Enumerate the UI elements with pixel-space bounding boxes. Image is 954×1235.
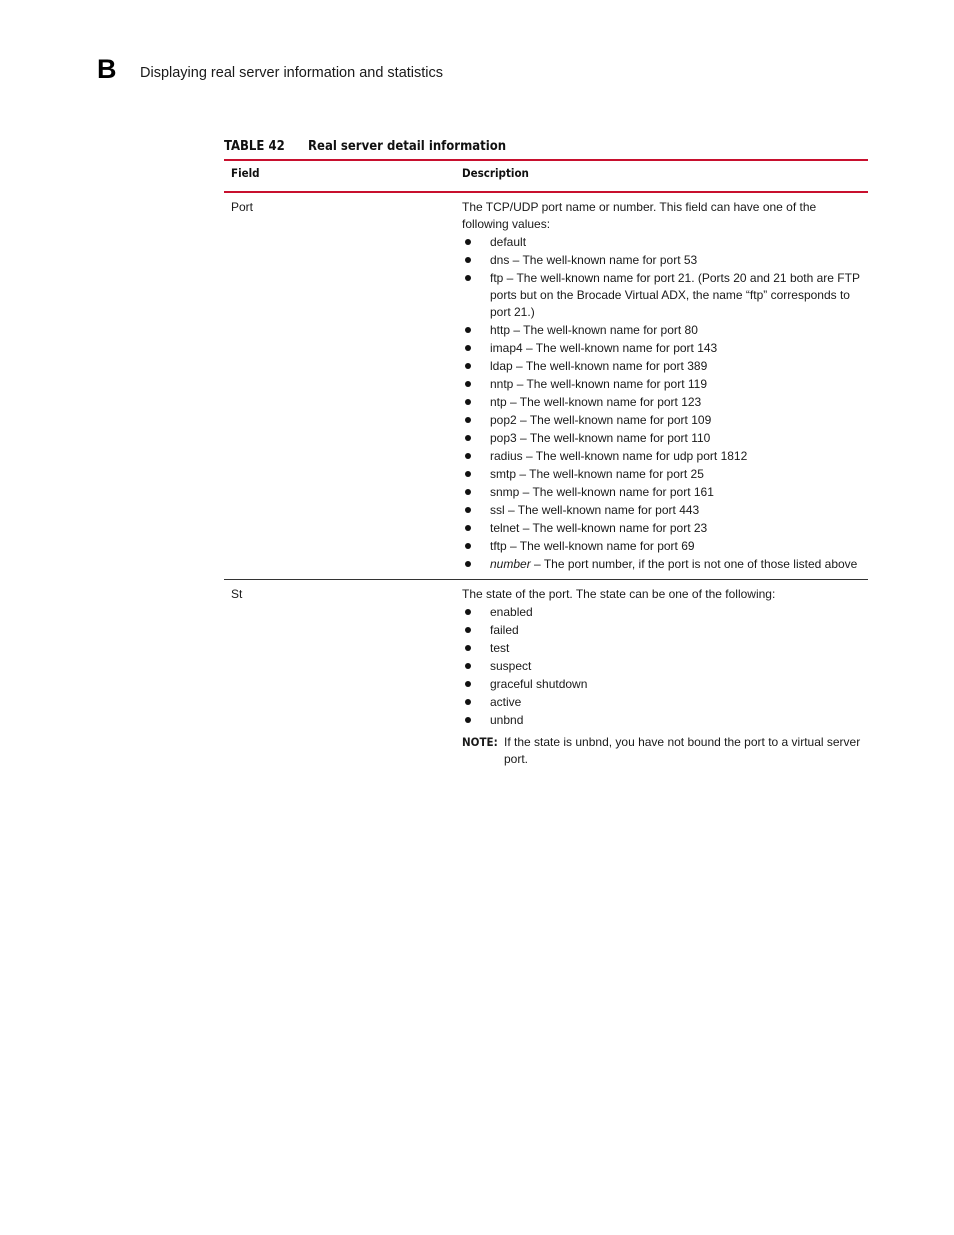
port-values-list	[462, 234, 861, 573]
list-item: ssl – The well-known name for port 443	[462, 502, 861, 519]
state-values-list	[462, 604, 861, 729]
list-item: snmp – The well-known name for port 161	[462, 484, 861, 501]
bullet-icon	[465, 561, 471, 567]
bullet-icon	[465, 327, 471, 333]
bullet-icon	[465, 417, 471, 423]
field-cell: St	[231, 587, 243, 601]
list-item: telnet – The well-known name for port 23	[462, 520, 861, 537]
page-header-title: Displaying real server information and statistics	[140, 65, 444, 81]
list-item: failed	[462, 622, 861, 639]
chapter-letter: B	[97, 54, 117, 84]
bullet-icon	[465, 681, 471, 687]
list-item: pop3 – The well-known name for port 110	[462, 430, 861, 447]
bullet-icon	[465, 507, 471, 513]
list-item: dns – The well-known name for port 53	[462, 252, 861, 269]
bullet-icon	[465, 435, 471, 441]
description-intro: The state of the port. The state can be one of the following:	[462, 587, 776, 601]
list-item: http – The well-known name for port 80	[462, 322, 861, 339]
table-row-st	[224, 580, 868, 776]
table-row-port	[224, 192, 868, 580]
list-item: graceful shutdown	[462, 676, 861, 693]
list-item: suspect	[462, 658, 861, 675]
list-item: default	[462, 234, 861, 251]
bullet-icon	[465, 543, 471, 549]
list-item: pop2 – The well-known name for port 109	[462, 412, 861, 429]
bullet-icon	[465, 663, 471, 669]
column-header-field: Field	[224, 160, 455, 192]
table-caption-number: TABLE 42	[224, 139, 285, 154]
description-intro: The TCP/UDP port name or number. This field can have one of the following values:	[462, 200, 817, 231]
list-item: test	[462, 640, 861, 657]
real-server-detail-table	[224, 159, 868, 775]
table-caption	[224, 139, 506, 154]
description-cell	[455, 192, 868, 580]
bullet-icon	[465, 717, 471, 723]
bullet-icon	[465, 399, 471, 405]
bullet-icon	[465, 363, 471, 369]
bullet-icon	[465, 453, 471, 459]
bullet-icon	[465, 489, 471, 495]
list-item: ntp – The well-known name for port 123	[462, 394, 861, 411]
bullet-icon	[465, 627, 471, 633]
list-item: active	[462, 694, 861, 711]
list-item: nntp – The well-known name for port 119	[462, 376, 861, 393]
bullet-icon	[465, 645, 471, 651]
bullet-icon	[465, 345, 471, 351]
list-item: smtp – The well-known name for port 25	[462, 466, 861, 483]
table-header-row	[224, 160, 868, 192]
list-item: enabled	[462, 604, 861, 621]
table-caption-title: Real server detail information	[308, 139, 507, 154]
list-item: tftp – The well-known name for port 69	[462, 538, 861, 555]
bullet-icon	[465, 525, 471, 531]
bullet-icon	[465, 609, 471, 615]
note-text: If the state is unbnd, you have not bound the port to a virtual server port.	[504, 735, 861, 766]
list-item: ftp – The well-known name for port 21. (Ports 20 and 21 both are FTP ports but on the Brocade Virtual ADX, the name “ftp” corresponds to port 21.)	[462, 270, 861, 321]
bullet-icon	[465, 381, 471, 387]
description-cell	[455, 580, 868, 776]
list-item: number – The port number, if the port is not one of those listed above	[462, 556, 861, 573]
bullet-icon	[465, 275, 471, 281]
column-header-description: Description	[455, 160, 868, 192]
list-item: radius – The well-known name for udp port 1812	[462, 448, 861, 465]
note	[462, 734, 861, 768]
bullet-icon	[465, 257, 471, 263]
list-item: unbnd	[462, 712, 861, 729]
bullet-icon	[465, 239, 471, 245]
note-label: NOTE:	[462, 735, 498, 749]
list-item: ldap – The well-known name for port 389	[462, 358, 861, 375]
bullet-icon	[465, 699, 471, 705]
list-item: imap4 – The well-known name for port 143	[462, 340, 861, 357]
bullet-icon	[465, 471, 471, 477]
field-cell: Port	[224, 192, 455, 580]
